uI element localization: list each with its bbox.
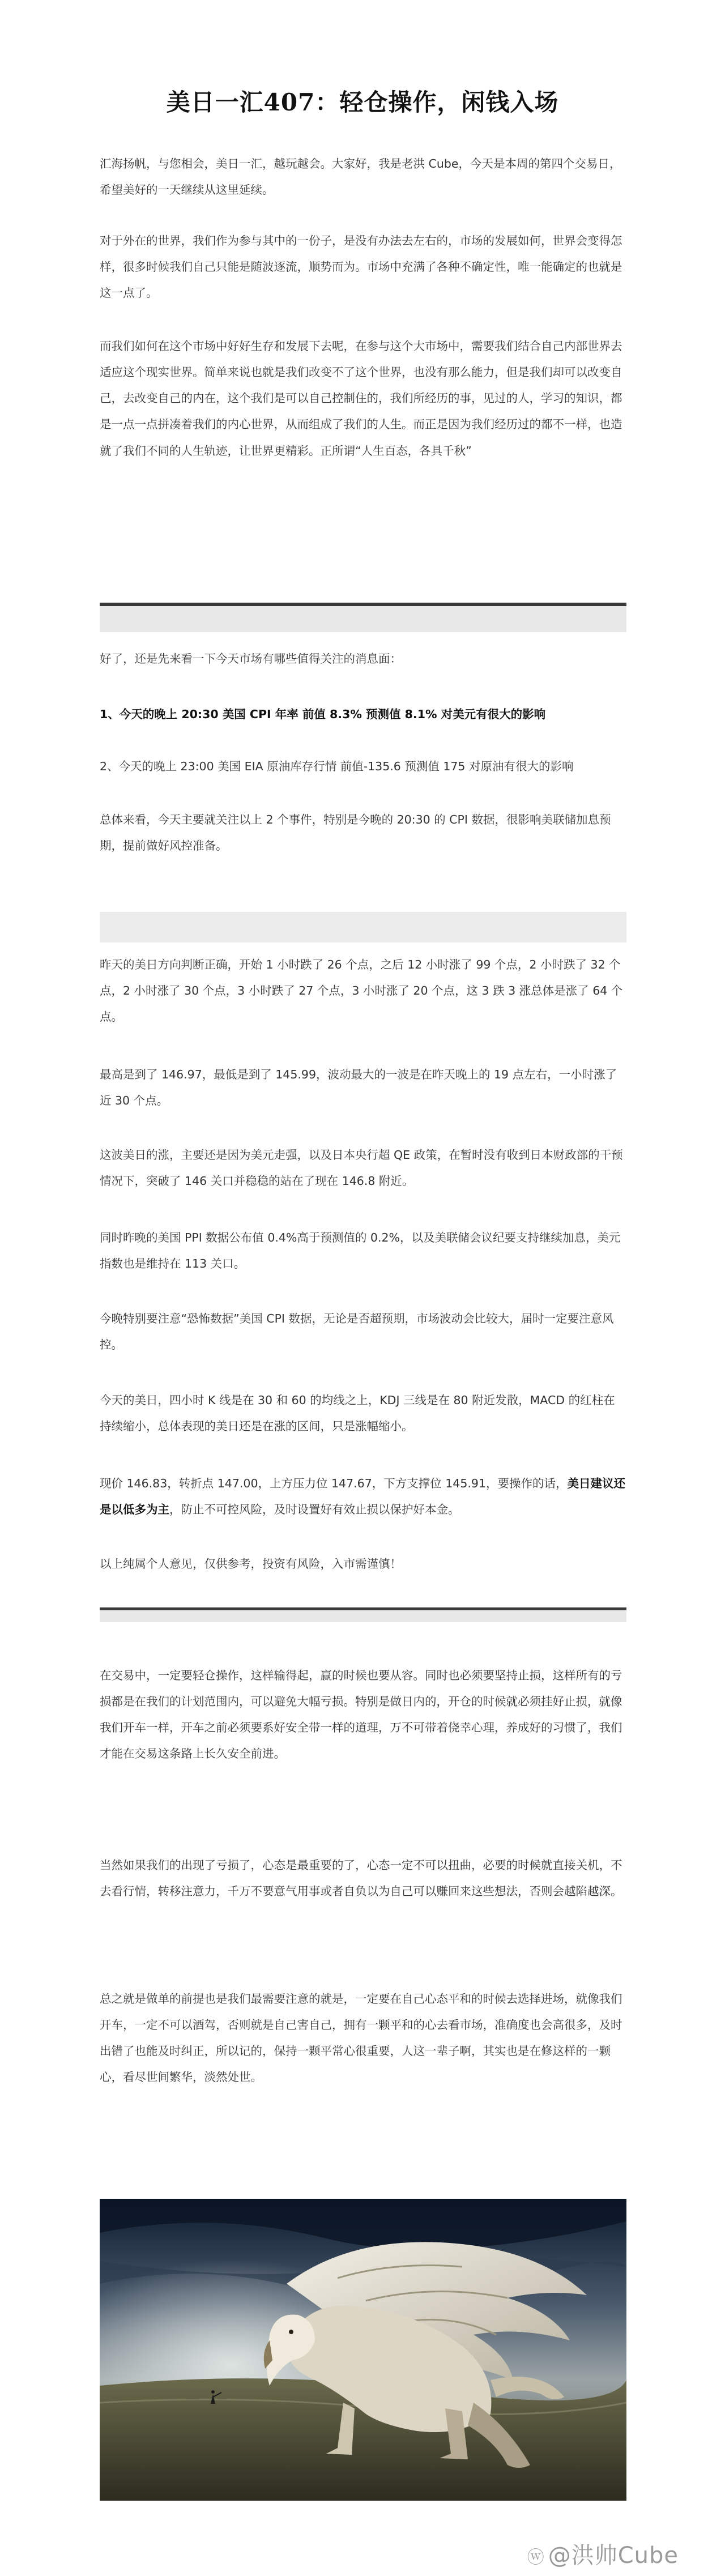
section-divider-1 <box>100 603 626 632</box>
section-divider-2 <box>100 912 626 942</box>
intro-paragraph-2: 对于外在的世界，我们作为参与其中的一份子，是没有办法去左右的，市场的发展如何，世界会变得怎样，很多时候我们自己只能是随波逐流，顺势而为。市场中充满了各种不确定性，唯一能确定的也就是这一点了。 <box>100 234 622 300</box>
news-item-2: 2、今天的晚上 23:00 美国 EIA 原油库存行情 前值-135.6 预测值 175 对原油有很大的影响 <box>100 760 574 773</box>
author-watermark <box>527 2537 679 2570</box>
news-summary: 总体来看，今天主要就关注以上 2 个事件，特别是今晚的 20:30 的 CPI 数据，很影响美联储加息预期，提前做好风控准备。 <box>100 813 611 853</box>
closing-paragraph-3: 总之就是做单的前提也是我们最需要注意的就是，一定要在自己心态平和的时候去选择进场，就像我们开车，一定不可以酒驾，否则就是自己害自己，拥有一颗平和的心去看市场，准确度也会高很多，及时出错了也能及时纠正，所以记的，保持一颗平常心很重要，人这一辈子啊，其实也是在修这样的一颗心，看尽世间繁华，淡然处世。 <box>100 1992 622 2084</box>
closing-paragraph-1: 在交易中，一定要轻仓操作，这样输得起，赢的时候也要从容。同时也必须要坚持止损，这样所有的亏损都是在我们的计划范围内，可以避免大幅亏损。特别是做日内的，开仓的时候就必须挂好止损，就像我们开车一样，开车之前必须要系好安全带一样的道理，万不可带着侥幸心理，养成好的习惯了，我们才能在交易这条路上长久安全前进。 <box>100 1669 622 1761</box>
analysis-paragraph-4: 同时昨晚的美国 PPI 数据公布值 0.4%高于预测值的 0.2%，以及美联储会议纪要支持继续加息，美元指数也是维持在 113 关口。 <box>100 1231 621 1271</box>
analysis-recommendation: 美日建议还是以低多为主 <box>100 1477 625 1517</box>
disclaimer-text: 以上纯属个人意见，仅供参考，投资有风险，入市需谨慎！ <box>100 1557 402 1571</box>
analysis-paragraph-5: 今晚特别要注意“恐怖数据”美国 CPI 数据，无论是否超预期，市场波动会比较大，届时一定要注意风控。 <box>100 1312 614 1352</box>
analysis-paragraph-2: 最高是到了 146.97，最低是到了 145.99，波动最大的一波是在昨天晚上的 19 点左右，一小时涨了近 30 个点。 <box>100 1068 617 1108</box>
section-divider-3 <box>100 1607 626 1622</box>
griffin-illustration <box>100 2199 626 2501</box>
analysis-paragraph-7 <box>100 1470 626 1522</box>
news-item-1: 1、今天的晚上 20:30 美国 CPI 年率 前值 8.3% 预测值 8.1% 对美元有很大的影响 <box>100 707 546 721</box>
analysis-paragraph-1: 昨天的美日方向判断正确，开始 1 小时跌了 26 个点，之后 12 小时涨了 99 个点，2 小时跌了 32 个点，2 小时涨了 30 个点，3 小时跌了 27 个点，3 小时涨了 20 个点，这 3 跌 3 涨总体是涨了 64 个点。 <box>100 958 623 1024</box>
weibo-logo-icon: ⓦ <box>527 2548 545 2568</box>
intro-paragraph-3: 而我们如何在这个市场中好好生存和发展下去呢，在参与这个大市场中，需要我们结合自己内部世界去适应这个现实世界。简单来说也就是我们改变不了这个世界，也没有那么能力，但是我们却可以改变自己，去改变自己的内在，这个我们是可以自己控制住的，我们所经历的事，见过的人，学习的知识，都是一点一点拼凑着我们的内心世界，从而组成了我们的人生。而正是因为我们经历过的都不一样，也造就了我们不同的人生轨迹，让世界更精彩。正所谓“人生百态，各具千秋” <box>100 339 622 458</box>
analysis-paragraph-7-tail: ，防止不可控风险，及时设置好有效止损以保护好本金。 <box>169 1503 460 1517</box>
closing-paragraph-2: 当然如果我们的出现了亏损了，心态是最重要的了，心态一定不可以扭曲，必要的时候就直接关机，不去看行情，转移注意力，千万不要意气用事或者自负以为自己可以赚回来这些想法，否则会越陷越深。 <box>100 1858 622 1899</box>
intro-paragraph-1: 汇海扬帆，与您相会，美日一汇，越玩越会。大家好，我是老洪 Cube，今天是本周的第四个交易日，希望美好的一天继续从这里延续。 <box>100 157 621 197</box>
news-lead: 好了，还是先来看一下今天市场有哪些值得关注的消息面： <box>100 652 402 666</box>
analysis-paragraph-7-text: 现价 146.83，转折点 147.00，上方压力位 147.67，下方支撑位 145.91，要操作的话， <box>100 1477 568 1490</box>
analysis-paragraph-6: 今天的美日，四小时 K 线是在 30 和 60 的均线之上，KDJ 三线是在 80 附近发散，MACD 的红柱在持续缩小，总体表现的美日还是在涨的区间，只是涨幅缩小。 <box>100 1393 615 1434</box>
analysis-paragraph-3: 这波美日的涨，主要还是因为美元走强，以及日本央行超 QE 政策，在暂时没有收到日本财政部的干预情况下，突破了 146 关口并稳稳的站在了现在 146.8 附近。 <box>100 1148 623 1188</box>
article-title: 美日一汇407：轻仓操作，闲钱入场 <box>166 88 559 116</box>
author-watermark-text: @洪帅Cube <box>548 2543 679 2569</box>
